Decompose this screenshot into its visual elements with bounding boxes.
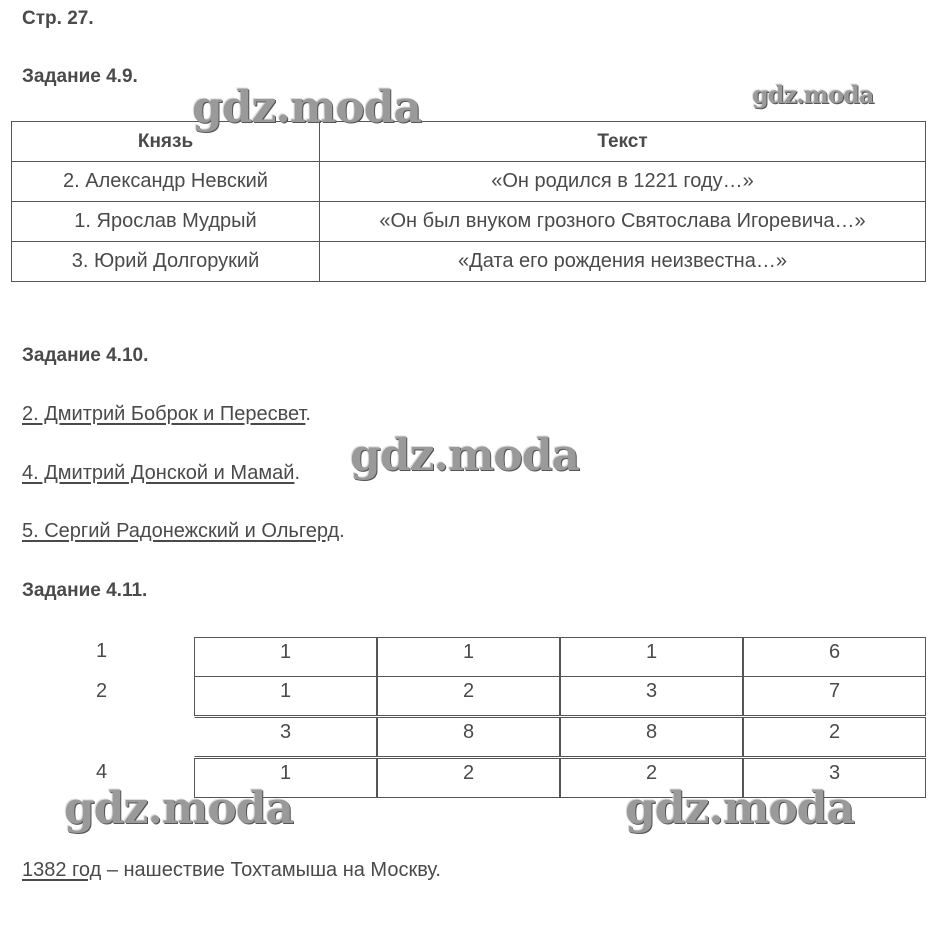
prince-cell: 1. Ярослав Мудрый <box>12 202 320 242</box>
row-label: 1 <box>96 640 108 662</box>
answer-link[interactable]: 5. Сергий Радонежский и Ольгерд <box>22 520 340 542</box>
prince-cell: 2. Александр Невский <box>12 162 320 202</box>
table-header-row <box>12 122 926 162</box>
task-4-9-table <box>11 121 926 282</box>
grid-cell: 1 <box>194 758 377 798</box>
grid-cell: 8 <box>560 717 743 757</box>
punctuation: . <box>339 520 345 542</box>
table-row <box>12 202 926 242</box>
watermark-logo: gdz.moda <box>625 783 855 834</box>
answer-link[interactable]: 2. Дмитрий Боброк и Пересвет <box>22 403 306 425</box>
table-row <box>12 162 926 202</box>
watermark-logo: gdz.moda <box>192 82 422 133</box>
text-cell: «Он был внуком грозного Святослава Игоревича…» <box>320 202 926 242</box>
list-item <box>22 403 311 426</box>
column-header-text: Текст <box>320 122 926 162</box>
grid-cell: 2 <box>560 758 743 798</box>
footer-line <box>22 859 441 882</box>
grid-cell: 3 <box>743 758 926 798</box>
grid-cell: 1 <box>194 676 377 716</box>
punctuation: . <box>294 462 300 484</box>
grid-cell: 1 <box>560 637 743 677</box>
watermark-logo: gdz.moda <box>350 430 580 481</box>
grid-cell: 1 <box>377 637 560 677</box>
task-4-11-heading: Задание 4.11. <box>22 580 148 601</box>
column-header-prince: Князь <box>12 122 320 162</box>
grid-cell: 2 <box>743 717 926 757</box>
grid-cell: 3 <box>560 676 743 716</box>
grid-cell: 2 <box>377 676 560 716</box>
row-label: 4 <box>96 761 108 783</box>
punctuation: . <box>305 403 311 425</box>
row-label: 2 <box>96 680 108 702</box>
grid-cell: 8 <box>377 717 560 757</box>
year-link[interactable]: 1382 год <box>22 859 102 881</box>
grid-cell: 2 <box>377 758 560 798</box>
list-item <box>22 520 345 543</box>
page-title: Стр. 27. <box>22 8 94 29</box>
text-cell: «Он родился в 1221 году…» <box>320 162 926 202</box>
footer-text: – нашествие Тохтамыша на Москву. <box>101 859 441 881</box>
watermark-logo: gdz.moda <box>64 783 294 834</box>
watermark-logo: gdz.moda <box>752 80 874 109</box>
grid-cell: 1 <box>194 637 377 677</box>
prince-cell: 3. Юрий Долгорукий <box>12 242 320 282</box>
grid-cell: 6 <box>743 637 926 677</box>
answer-link[interactable]: 4. Дмитрий Донской и Мамай <box>22 462 295 484</box>
task-4-10-heading: Задание 4.10. <box>22 345 149 366</box>
table-row <box>12 242 926 282</box>
task-4-9-heading: Задание 4.9. <box>22 66 138 87</box>
text-cell: «Дата его рождения неизвестна…» <box>320 242 926 282</box>
grid-cell: 3 <box>194 717 377 757</box>
list-item <box>22 462 300 485</box>
grid-cell: 7 <box>743 676 926 716</box>
